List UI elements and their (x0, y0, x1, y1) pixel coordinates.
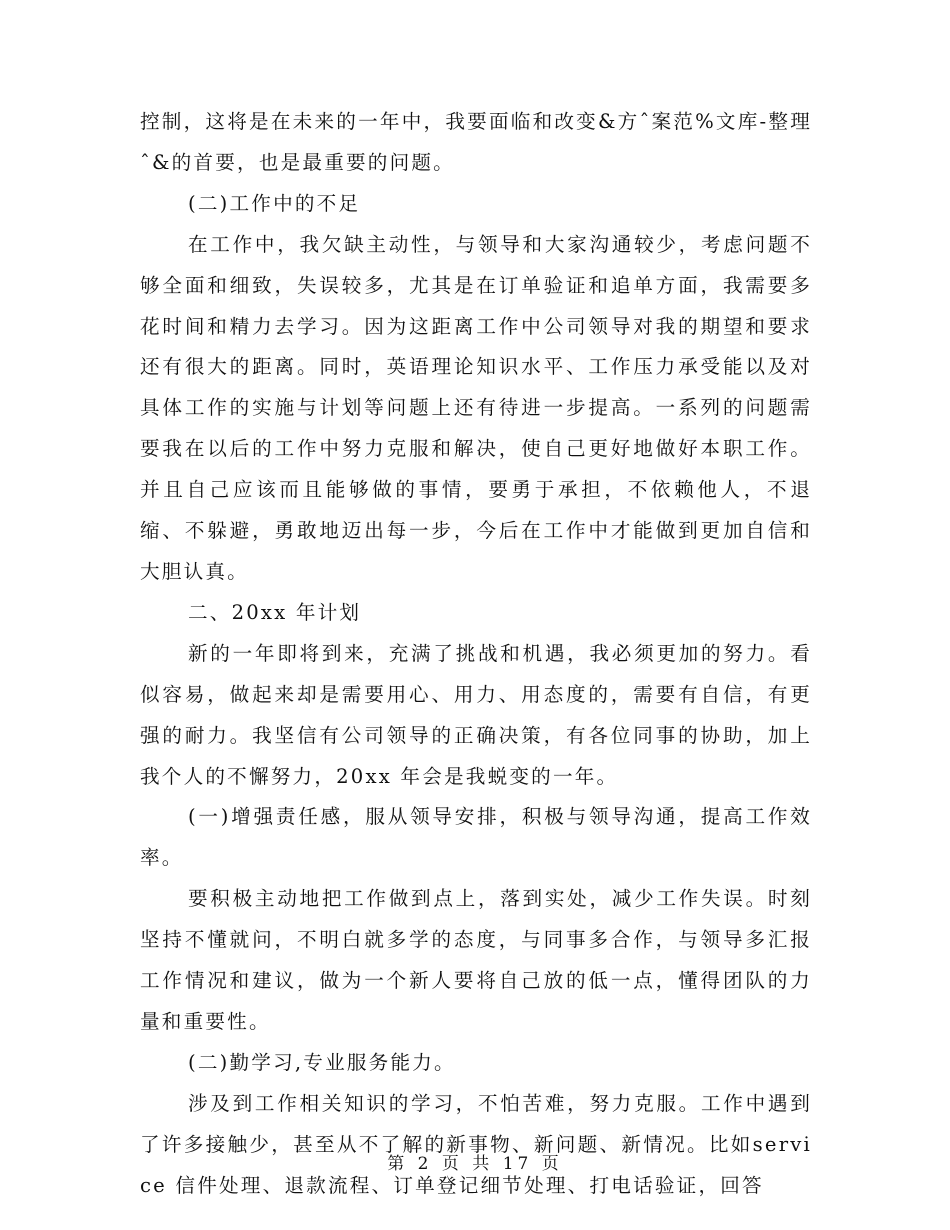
heading-plan: 二、20xx 年计划 (188, 600, 362, 624)
paragraph-shortcomings: 在工作中，我欠缺主动性，与领导和大家沟通较少，考虑问题不够全面和细致，失误较多，尤其是在订单验证和追单方面，我需要多花时间和精力去学习。因为这距离工作中公司领导对我的期望和要求还有很大的距离。同时，英语理论知识水平、工作压力承受能以及对具体工作的实施与计划等问题上还有待进一步提高。一系列的问题需要我在以后的工作中努力克服和解决，使自己更好地做好本职工作。并且自己应该而且能够做的事情，要勇于承担，不依赖他人，不退缩、不躲避，勇敢地迈出每一步，今后在工作中才能做到更加自信和大胆认真。 (140, 232, 812, 583)
paragraph-study: 涉及到工作相关知识的学习，不怕苦难，努力克服。工作中遇到了许多接触少，甚至从不了解的新事物、新问题、新情况。比如service 信件处理、退款流程、订单登记细节处理、打电话验证，回答 (140, 1091, 812, 1197)
heading-responsibility: (一)增强责任感，服从领导安排，积极与领导沟通，提高工作效率。 (140, 805, 812, 870)
paragraph-plan: 新的一年即将到来，充满了挑战和机遇，我必须更加的努力。看似容易，做起来却是需要用心、用力、用态度的，需要有自信，有更强的耐力。我坚信有公司领导的正确决策，有各位同事的协助，加上我个人的不懈努力，20xx 年会是我蜕变的一年。 (140, 641, 812, 788)
document-body (140, 102, 812, 1206)
page-number-footer: 第 2 页 共 17 页 (387, 1154, 563, 1174)
heading-shortcomings: (二)工作中的不足 (188, 191, 361, 215)
paragraph-1: 控制，这将是在未来的一年中，我要面临和改变&方ˆ案范%文库-整理ˆ&的首要，也是最重要的问题。 (140, 110, 812, 174)
paragraph-responsibility: 要积极主动地把工作做到点上，落到实处，减少工作失误。时刻坚持不懂就问，不明白就多学的态度，与同事多合作，与领导多汇报工作情况和建议，做为一个新人要将自己放的低一点，懂得团队的力量和重要性。 (140, 887, 812, 1033)
heading-study: (二)勤学习,专业服务能力。 (188, 1050, 456, 1074)
